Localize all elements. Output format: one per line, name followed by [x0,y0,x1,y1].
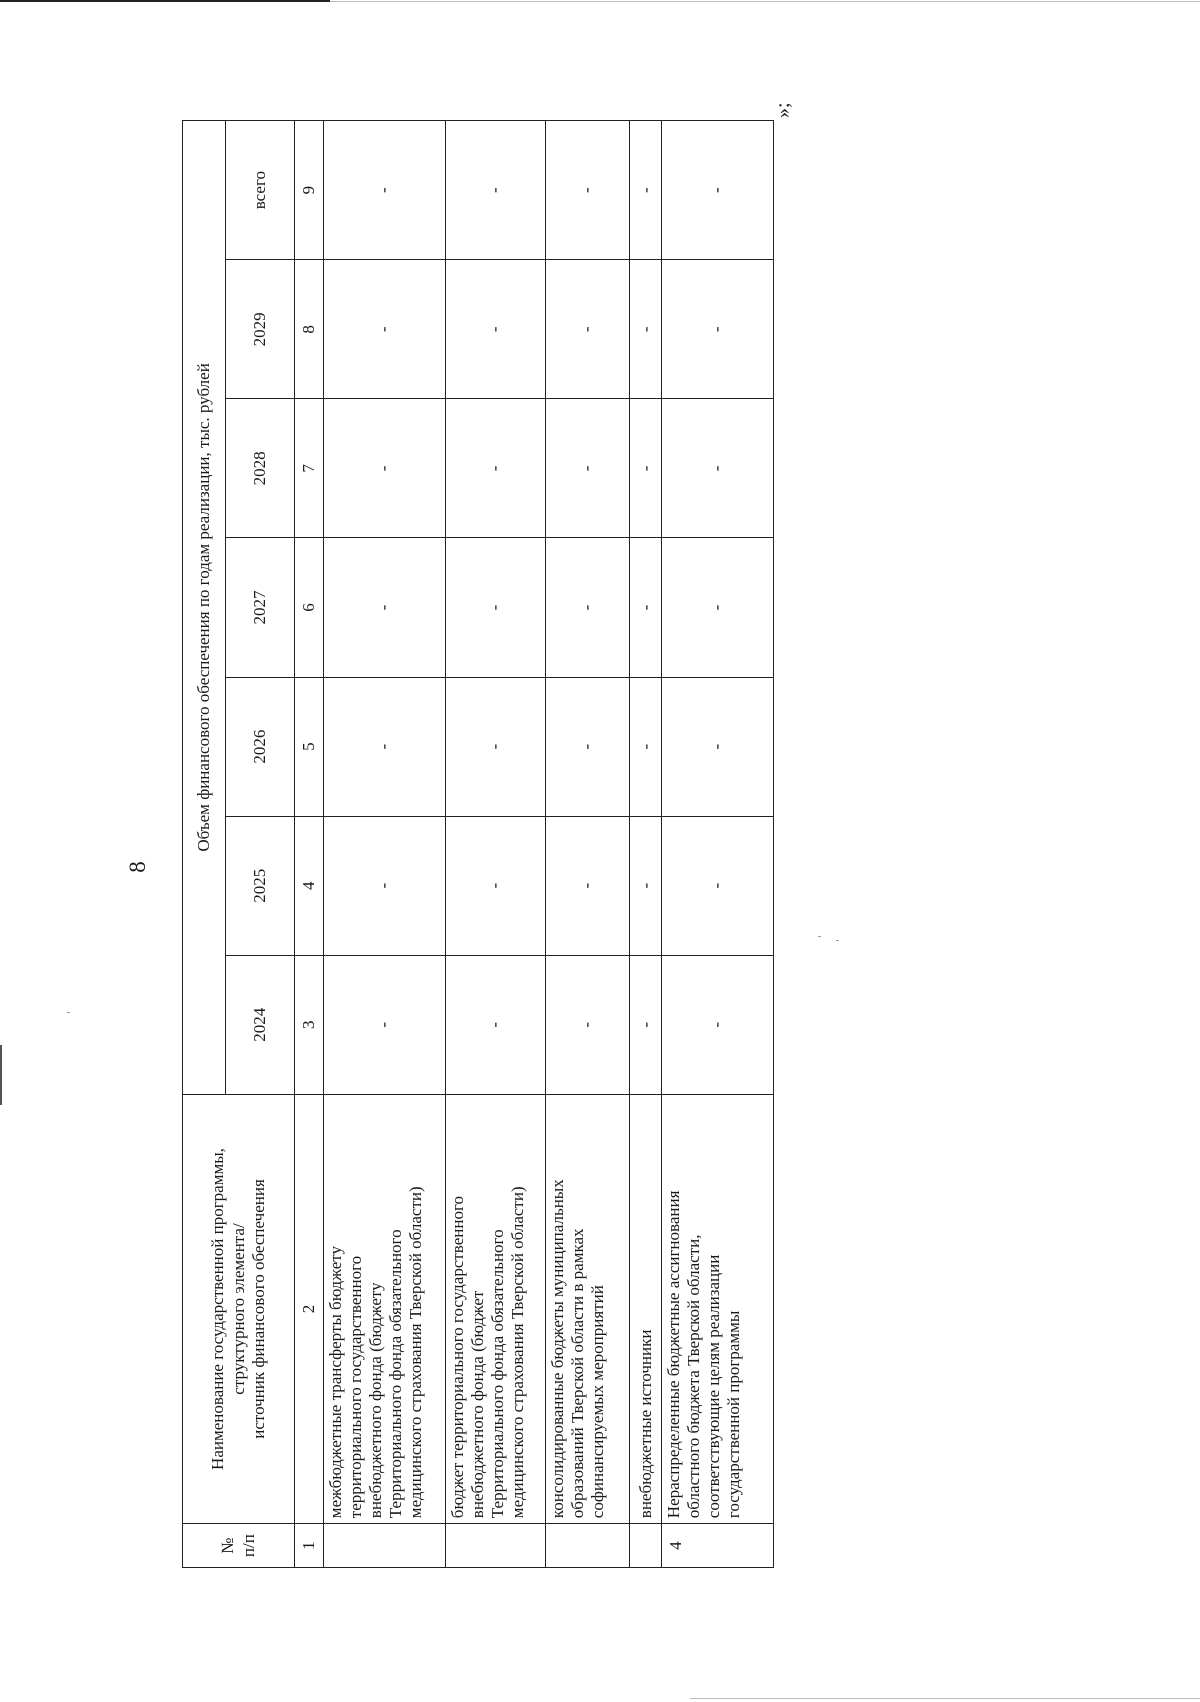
row-name-line: Нераспределенные бюджетные ассигнования [663,1190,683,1519]
value-cell: - [661,955,773,1094]
value-cell: - [545,121,630,260]
index-cell: 1 [295,1524,324,1568]
scan-edge-bottom [690,1698,1200,1699]
value-cell: - [545,677,630,816]
index-cell: 2 [295,1094,324,1523]
index-cell: 6 [295,538,324,677]
row-number [445,1524,545,1568]
value-cell: - [630,260,662,399]
value-cell: - [630,121,662,260]
value-cell: - [445,121,545,260]
index-cell: 8 [295,260,324,399]
value-cell: - [545,538,630,677]
row-name-line: софинансируемых мероприятий [587,1285,607,1519]
row-name-line: областного бюджета Тверской области, [683,1234,703,1519]
scan-speck [818,936,821,937]
table-row [545,121,630,1568]
row-name-line: медицинского страхования Тверской области) [507,1186,527,1519]
value-cell: - [545,399,630,538]
header-year: 2029 [225,260,294,399]
row-name-line: внебюджетные источники [635,1329,655,1519]
value-cell: - [661,677,773,816]
header-name-line: источник финансового обеспечения [248,1179,268,1439]
value-cell: - [323,260,445,399]
value-cell: - [323,677,445,816]
header-name-line: Наименование государственной программы, [208,1148,228,1470]
scan-edge-left [0,1045,2,1105]
index-cell: 5 [295,677,324,816]
value-cell: - [445,955,545,1094]
table-row [323,121,445,1568]
scan-speck [836,940,839,941]
scan-edge-top [0,0,330,2]
value-cell: - [445,816,545,955]
value-cell: - [323,955,445,1094]
value-cell: - [630,399,662,538]
table-row [630,121,662,1568]
value-cell: - [545,816,630,955]
scan-edge-top-faint [330,1,1200,2]
table-row [445,121,545,1568]
header-year: 2024 [225,955,294,1094]
row-name [630,1094,662,1523]
value-cell: - [545,260,630,399]
row-number [630,1524,662,1568]
value-cell: - [323,538,445,677]
row-name-line: соответствующие целям реализации [703,1254,723,1519]
value-cell: - [661,816,773,955]
row-name [545,1094,630,1523]
row-name-line: консолидированные бюджеты муниципальных [547,1179,567,1519]
page-number: 8 [125,861,150,873]
header-row-1 [183,121,226,1568]
value-cell: - [630,677,662,816]
row-name-line: внебюджетного фонда (бюджету [365,1282,385,1519]
value-cell: - [661,260,773,399]
value-cell: - [445,260,545,399]
index-row [295,121,324,1568]
row-number [323,1524,445,1568]
rotated-table-wrapper [182,120,774,1568]
header-year: 2028 [225,399,294,538]
value-cell: - [445,538,545,677]
value-cell: - [323,121,445,260]
row-name-line: образований Тверской области в рамках [567,1228,587,1519]
header-name [183,1094,295,1523]
header-year: 2027 [225,538,294,677]
header-num: № п/п [183,1524,295,1568]
header-group: Объем финансового обеспечения по годам реализации, тыс. рублей [183,121,226,1095]
value-cell: - [323,399,445,538]
row-name-line: территориального государственного [345,1255,365,1519]
row-name-line: государственной программы [723,1310,743,1519]
index-cell: 7 [295,399,324,538]
value-cell: - [445,399,545,538]
value-cell: - [545,955,630,1094]
index-cell: 3 [295,955,324,1094]
table-row [661,121,773,1568]
scan-speck [67,1012,70,1013]
row-number [545,1524,630,1568]
header-name-line: структурного элемента/ [228,1223,248,1395]
value-cell: - [661,538,773,677]
row-name-line: Территориального фонда обязательного [385,1229,405,1519]
value-cell: - [630,816,662,955]
header-year: 2026 [225,677,294,816]
row-name [323,1094,445,1523]
row-name [445,1094,545,1523]
index-cell: 4 [295,816,324,955]
value-cell: - [323,816,445,955]
index-cell: 9 [295,121,324,260]
closing-quote-mark: »; [772,102,794,118]
row-name-line: межбюджетные трансферты бюджету [325,1246,345,1519]
row-name-line: внебюджетного фонда (бюджет [467,1290,487,1519]
header-total: всего [225,121,294,260]
header-year: 2025 [225,816,294,955]
value-cell: - [661,121,773,260]
row-name [661,1094,773,1523]
financing-table [182,120,774,1568]
value-cell: - [661,399,773,538]
value-cell: - [445,677,545,816]
value-cell: - [630,538,662,677]
value-cell: - [630,955,662,1094]
row-name-line: Территориального фонда обязательного [487,1229,507,1519]
row-name-line: бюджет территориального государственного [447,1195,467,1519]
row-name-line: медицинского страхования Тверской области) [405,1186,425,1519]
row-number: 4 [661,1524,773,1568]
